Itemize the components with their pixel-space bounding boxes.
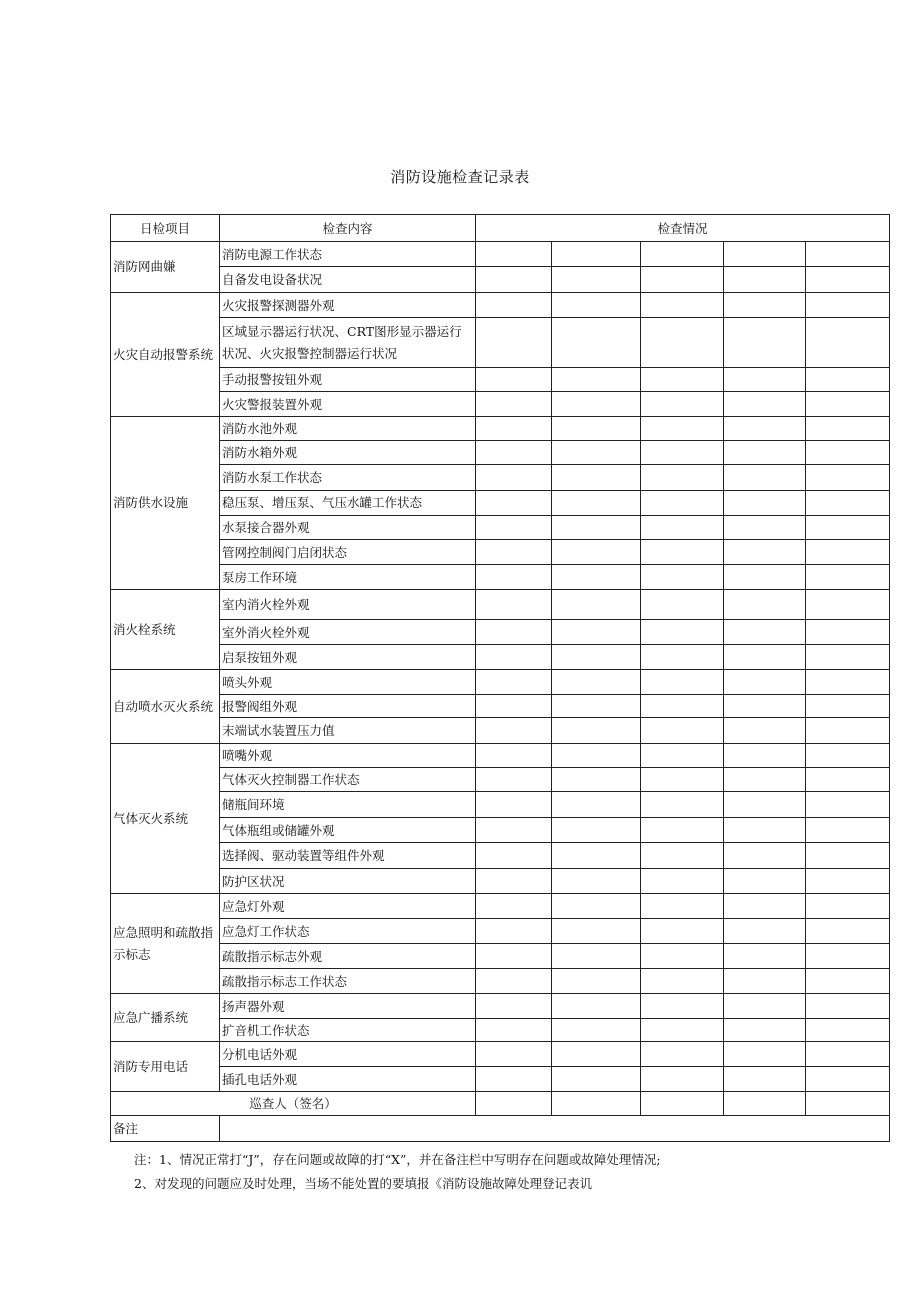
- status-cell[interactable]: [806, 392, 890, 417]
- status-cell[interactable]: [806, 969, 890, 994]
- status-cell[interactable]: [724, 919, 806, 944]
- status-cell[interactable]: [724, 1019, 806, 1042]
- status-cell[interactable]: [476, 869, 552, 894]
- check-item-cell: 手动报警按钮外观: [220, 368, 476, 392]
- status-cell[interactable]: [724, 293, 806, 318]
- check-item-cell: 泵房工作环境: [220, 565, 476, 590]
- table-row: [111, 1067, 890, 1092]
- status-cell[interactable]: [806, 670, 890, 695]
- status-cell[interactable]: [641, 792, 724, 818]
- status-cell[interactable]: [724, 744, 806, 768]
- status-cell[interactable]: [806, 565, 890, 590]
- status-cell[interactable]: [724, 620, 806, 645]
- check-item-cell: 自备发电设备状况: [220, 267, 476, 293]
- status-cell[interactable]: [641, 441, 724, 465]
- status-cell[interactable]: [476, 293, 552, 318]
- status-cell[interactable]: [806, 293, 890, 318]
- remarks-label: 备注: [111, 1116, 220, 1142]
- status-cell[interactable]: [806, 869, 890, 894]
- status-cell[interactable]: [552, 944, 641, 969]
- table-row: [111, 392, 890, 417]
- check-item-cell: 消防水箱外观: [220, 441, 476, 465]
- status-cell[interactable]: [476, 695, 552, 718]
- status-cell[interactable]: [806, 1067, 890, 1092]
- check-item-cell: 疏散指示标志工作状态: [220, 969, 476, 994]
- status-cell[interactable]: [476, 491, 552, 516]
- status-cell[interactable]: [641, 565, 724, 590]
- status-cell[interactable]: [724, 894, 806, 919]
- status-cell[interactable]: [476, 590, 552, 620]
- status-cell[interactable]: [552, 491, 641, 516]
- status-cell[interactable]: [641, 818, 724, 843]
- status-cell[interactable]: [724, 969, 806, 994]
- inspector-row: [111, 1092, 890, 1116]
- status-cell[interactable]: [724, 491, 806, 516]
- table-row: [111, 441, 890, 465]
- check-item-cell: 区域显示器运行状况、CRT图形显示器运行状况、火灾报警控制器运行状况: [220, 318, 476, 368]
- status-cell[interactable]: [476, 718, 552, 744]
- status-cell[interactable]: [724, 843, 806, 869]
- table-row: [111, 994, 890, 1019]
- status-cell[interactable]: [476, 894, 552, 919]
- status-cell[interactable]: [476, 994, 552, 1019]
- status-cell[interactable]: [476, 768, 552, 792]
- status-cell[interactable]: [552, 744, 641, 768]
- status-cell[interactable]: [476, 565, 552, 590]
- check-item-cell: 管网控制阀门启闭状态: [220, 540, 476, 565]
- table-row: [111, 818, 890, 843]
- status-cell[interactable]: [724, 565, 806, 590]
- status-cell[interactable]: [476, 620, 552, 645]
- status-cell[interactable]: [724, 267, 806, 293]
- status-cell[interactable]: [806, 994, 890, 1019]
- table-row: [111, 768, 890, 792]
- status-cell[interactable]: [476, 465, 552, 491]
- status-cell[interactable]: [552, 1019, 641, 1042]
- status-cell[interactable]: [552, 1067, 641, 1092]
- status-cell[interactable]: [724, 516, 806, 540]
- status-cell[interactable]: [806, 768, 890, 792]
- status-cell[interactable]: [552, 792, 641, 818]
- status-cell[interactable]: [476, 969, 552, 994]
- status-cell[interactable]: [806, 441, 890, 465]
- check-item-cell: 水泵接合器外观: [220, 516, 476, 540]
- check-item-cell: 插孔电话外观: [220, 1067, 476, 1092]
- status-cell[interactable]: [806, 465, 890, 491]
- status-cell[interactable]: [552, 645, 641, 670]
- status-cell[interactable]: [641, 695, 724, 718]
- check-item-cell: 扬声器外观: [220, 994, 476, 1019]
- status-cell[interactable]: [476, 441, 552, 465]
- status-cell[interactable]: [476, 944, 552, 969]
- check-item-cell: 气体灭火控制器工作状态: [220, 768, 476, 792]
- status-cell[interactable]: [552, 919, 641, 944]
- table-row: [111, 620, 890, 645]
- inspector-label: 巡查人（签名）: [111, 1092, 476, 1116]
- header-row: [111, 215, 890, 242]
- remarks-row: [111, 1116, 890, 1142]
- status-cell[interactable]: [641, 392, 724, 417]
- inspector-signature-cell[interactable]: [641, 1092, 724, 1116]
- status-cell[interactable]: [641, 894, 724, 919]
- status-cell[interactable]: [641, 869, 724, 894]
- status-cell[interactable]: [552, 516, 641, 540]
- status-cell[interactable]: [724, 792, 806, 818]
- status-cell[interactable]: [806, 919, 890, 944]
- check-item-cell: 应急灯工作状态: [220, 919, 476, 944]
- table-row: [111, 718, 890, 744]
- status-cell[interactable]: [806, 1019, 890, 1042]
- status-cell[interactable]: [724, 818, 806, 843]
- check-item-cell: 扩音机工作状态: [220, 1019, 476, 1042]
- status-cell[interactable]: [806, 1042, 890, 1067]
- status-cell[interactable]: [806, 894, 890, 919]
- status-cell[interactable]: [552, 293, 641, 318]
- table-row: [111, 1019, 890, 1042]
- inspection-table: [110, 214, 890, 1142]
- status-cell[interactable]: [724, 670, 806, 695]
- status-cell[interactable]: [476, 818, 552, 843]
- status-cell[interactable]: [724, 994, 806, 1019]
- status-cell[interactable]: [476, 744, 552, 768]
- check-item-cell: 稳压泵、增压泵、气压水罐工作状态: [220, 491, 476, 516]
- status-cell[interactable]: [552, 417, 641, 441]
- status-cell[interactable]: [724, 944, 806, 969]
- check-item-cell: 防护区状况: [220, 869, 476, 894]
- status-cell[interactable]: [641, 670, 724, 695]
- table-row: [111, 944, 890, 969]
- category-cell: 消防网曲嫌: [111, 242, 220, 293]
- status-cell[interactable]: [724, 1067, 806, 1092]
- status-cell[interactable]: [552, 540, 641, 565]
- status-cell[interactable]: [724, 695, 806, 718]
- status-cell[interactable]: [724, 392, 806, 417]
- status-cell[interactable]: [476, 1019, 552, 1042]
- table-row: [111, 919, 890, 944]
- table-row: [111, 417, 890, 441]
- check-item-cell: 报警阀组外观: [220, 695, 476, 718]
- status-cell[interactable]: [641, 267, 724, 293]
- category-cell: 消防供水设施: [111, 417, 220, 590]
- status-cell[interactable]: [552, 441, 641, 465]
- status-cell[interactable]: [552, 267, 641, 293]
- inspector-signature-cell[interactable]: [552, 1092, 641, 1116]
- status-cell[interactable]: [476, 540, 552, 565]
- notes: [134, 1148, 661, 1196]
- status-cell[interactable]: [476, 267, 552, 293]
- check-item-cell: 喷嘴外观: [220, 744, 476, 768]
- status-cell[interactable]: [552, 465, 641, 491]
- status-cell[interactable]: [476, 318, 552, 368]
- check-item-cell: 火灾警报装置外观: [220, 392, 476, 417]
- status-cell[interactable]: [476, 670, 552, 695]
- status-cell[interactable]: [724, 869, 806, 894]
- status-cell[interactable]: [641, 491, 724, 516]
- status-cell[interactable]: [641, 1019, 724, 1042]
- note-1: 注：1、情况正常打“J”，存在问题或故障的打“X”，并在备注栏中写明存在问题或故障处理情况;: [134, 1152, 661, 1167]
- note-2: 2、对发现的问题应及时处理，当场不能处置的要填报《消防设施故障处理登记表讥: [134, 1176, 592, 1191]
- check-item-cell: 储瓶间环境: [220, 792, 476, 818]
- check-item-cell: 应急灯外观: [220, 894, 476, 919]
- status-cell[interactable]: [476, 417, 552, 441]
- inspector-signature-cell[interactable]: [806, 1092, 890, 1116]
- status-cell[interactable]: [641, 540, 724, 565]
- table-row: [111, 242, 890, 267]
- header-check-content: 检查内容: [220, 215, 476, 242]
- status-cell[interactable]: [641, 318, 724, 368]
- status-cell[interactable]: [806, 540, 890, 565]
- status-cell[interactable]: [641, 465, 724, 491]
- status-cell[interactable]: [552, 994, 641, 1019]
- check-item-cell: 选择阀、驱动装置等组件外观: [220, 843, 476, 869]
- status-cell[interactable]: [806, 695, 890, 718]
- category-cell: 应急照明和疏散指示标志: [111, 894, 220, 994]
- status-cell[interactable]: [806, 242, 890, 267]
- status-cell[interactable]: [641, 590, 724, 620]
- check-item-cell: 末端试水装置压力值: [220, 718, 476, 744]
- table-row: [111, 267, 890, 293]
- table-row: [111, 318, 890, 368]
- status-cell[interactable]: [724, 242, 806, 267]
- status-cell[interactable]: [476, 919, 552, 944]
- category-cell: 火灾自动报警系统: [111, 293, 220, 417]
- table-row: [111, 670, 890, 695]
- status-cell[interactable]: [552, 894, 641, 919]
- status-cell[interactable]: [641, 718, 724, 744]
- table-row: [111, 516, 890, 540]
- status-cell[interactable]: [724, 368, 806, 392]
- status-cell[interactable]: [552, 695, 641, 718]
- status-cell[interactable]: [724, 417, 806, 441]
- table-row: [111, 894, 890, 919]
- status-cell[interactable]: [641, 744, 724, 768]
- status-cell[interactable]: [641, 919, 724, 944]
- category-cell: 应急广播系统: [111, 994, 220, 1042]
- status-cell[interactable]: [806, 818, 890, 843]
- status-cell[interactable]: [552, 318, 641, 368]
- status-cell[interactable]: [724, 1042, 806, 1067]
- status-cell[interactable]: [806, 843, 890, 869]
- status-cell[interactable]: [641, 843, 724, 869]
- check-item-cell: 气体瓶组或储罐外观: [220, 818, 476, 843]
- status-cell[interactable]: [724, 318, 806, 368]
- status-cell[interactable]: [476, 792, 552, 818]
- status-cell[interactable]: [552, 670, 641, 695]
- status-cell[interactable]: [552, 969, 641, 994]
- table-row: [111, 843, 890, 869]
- check-item-cell: 疏散指示标志外观: [220, 944, 476, 969]
- table-row: [111, 969, 890, 994]
- table-row: [111, 293, 890, 318]
- table-row: [111, 744, 890, 768]
- status-cell[interactable]: [806, 645, 890, 670]
- table-row: [111, 645, 890, 670]
- check-item-cell: 消防电源工作状态: [220, 242, 476, 267]
- status-cell[interactable]: [806, 792, 890, 818]
- status-cell[interactable]: [476, 242, 552, 267]
- category-cell: 自动喷水灭火系统: [111, 670, 220, 744]
- table-row: [111, 540, 890, 565]
- status-cell[interactable]: [724, 441, 806, 465]
- category-cell: 消防专用电话: [111, 1042, 220, 1092]
- status-cell[interactable]: [552, 768, 641, 792]
- check-item-cell: 分机电话外观: [220, 1042, 476, 1067]
- status-cell[interactable]: [641, 969, 724, 994]
- status-cell[interactable]: [476, 1042, 552, 1067]
- status-cell[interactable]: [641, 768, 724, 792]
- status-cell[interactable]: [724, 540, 806, 565]
- status-cell[interactable]: [552, 843, 641, 869]
- header-check-status: 检查情况: [476, 215, 890, 242]
- status-cell[interactable]: [806, 516, 890, 540]
- status-cell[interactable]: [476, 1067, 552, 1092]
- status-cell[interactable]: [641, 944, 724, 969]
- status-cell[interactable]: [724, 465, 806, 491]
- status-cell[interactable]: [641, 242, 724, 267]
- status-cell[interactable]: [806, 590, 890, 620]
- check-item-cell: 消防水泵工作状态: [220, 465, 476, 491]
- table-row: [111, 792, 890, 818]
- status-cell[interactable]: [552, 565, 641, 590]
- category-cell: 气体灭火系统: [111, 744, 220, 894]
- status-cell[interactable]: [641, 368, 724, 392]
- status-cell[interactable]: [806, 944, 890, 969]
- status-cell[interactable]: [724, 590, 806, 620]
- status-cell[interactable]: [806, 267, 890, 293]
- status-cell[interactable]: [476, 368, 552, 392]
- check-item-cell: 火灾报警探测器外观: [220, 293, 476, 318]
- status-cell[interactable]: [552, 818, 641, 843]
- table-row: [111, 565, 890, 590]
- status-cell[interactable]: [552, 242, 641, 267]
- status-cell[interactable]: [724, 645, 806, 670]
- status-cell[interactable]: [806, 417, 890, 441]
- table-row: [111, 1042, 890, 1067]
- status-cell[interactable]: [552, 1042, 641, 1067]
- table-row: [111, 368, 890, 392]
- status-cell[interactable]: [724, 718, 806, 744]
- table-row: [111, 465, 890, 491]
- page-title: 消防设施检查记录表: [390, 168, 530, 186]
- status-cell[interactable]: [552, 718, 641, 744]
- table-row: [111, 590, 890, 620]
- check-item-cell: 启泵按钮外观: [220, 645, 476, 670]
- header-daily-item: 日检项目: [111, 215, 220, 242]
- status-cell[interactable]: [476, 645, 552, 670]
- check-item-cell: 喷头外观: [220, 670, 476, 695]
- check-item-cell: 室外消火栓外观: [220, 620, 476, 645]
- status-cell[interactable]: [806, 620, 890, 645]
- status-cell[interactable]: [641, 1067, 724, 1092]
- status-cell[interactable]: [806, 368, 890, 392]
- status-cell[interactable]: [724, 768, 806, 792]
- status-cell[interactable]: [552, 392, 641, 417]
- status-cell[interactable]: [552, 368, 641, 392]
- status-cell[interactable]: [641, 516, 724, 540]
- table-row: [111, 491, 890, 516]
- check-item-cell: 消防水池外观: [220, 417, 476, 441]
- check-item-cell: 室内消火栓外观: [220, 590, 476, 620]
- status-cell[interactable]: [806, 744, 890, 768]
- status-cell[interactable]: [806, 491, 890, 516]
- status-cell[interactable]: [552, 869, 641, 894]
- inspector-signature-cell[interactable]: [476, 1092, 552, 1116]
- status-cell[interactable]: [641, 645, 724, 670]
- table-row: [111, 695, 890, 718]
- status-cell[interactable]: [552, 590, 641, 620]
- status-cell[interactable]: [552, 620, 641, 645]
- inspector-signature-cell[interactable]: [724, 1092, 806, 1116]
- table-row: [111, 869, 890, 894]
- status-cell[interactable]: [641, 994, 724, 1019]
- status-cell[interactable]: [476, 392, 552, 417]
- status-cell[interactable]: [641, 293, 724, 318]
- status-cell[interactable]: [806, 718, 890, 744]
- status-cell[interactable]: [476, 516, 552, 540]
- status-cell[interactable]: [641, 620, 724, 645]
- status-cell[interactable]: [476, 843, 552, 869]
- status-cell[interactable]: [806, 318, 890, 368]
- status-cell[interactable]: [641, 1042, 724, 1067]
- status-cell[interactable]: [641, 417, 724, 441]
- remarks-field[interactable]: [220, 1116, 890, 1142]
- category-cell: 消火栓系统: [111, 590, 220, 670]
